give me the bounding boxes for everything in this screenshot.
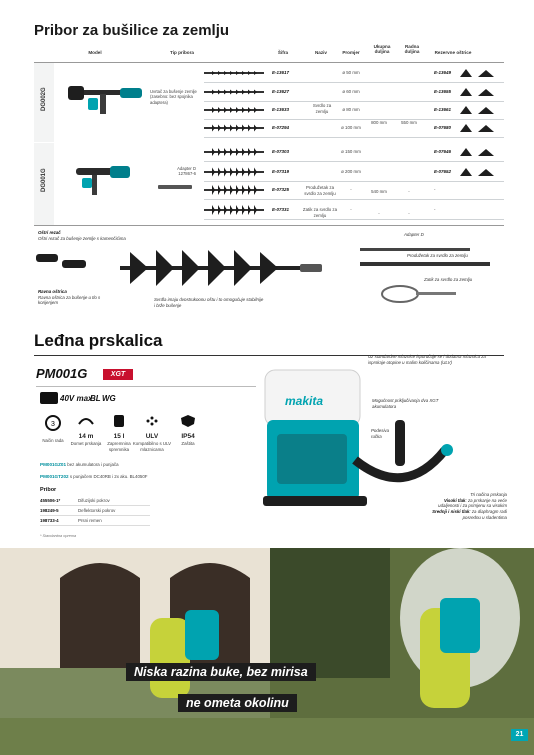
tank-icon [110,414,128,428]
footnote: * Standardna oprema [40,534,77,538]
table-row-divider [204,219,504,220]
auger-bit-image [204,67,266,79]
label-adapter-d: Adapter D [404,232,424,237]
row1-tool-desc: Uvrtač za bušenje zemlje (zasebno: bez spojnika adaptera) [150,89,197,105]
row-spare-blade: E-07680 [434,125,452,130]
accessory-row: 198249-5 Deflektorski pokrov [40,506,150,516]
table-row-divider [204,137,504,138]
usage-photo [0,548,534,755]
xgt-badge: XGT [103,369,133,380]
table-bottom-line [34,225,504,226]
col-name: Naziv [314,50,327,55]
accessories-title: Pribor [40,487,57,493]
earth-auger-dg002g-image [60,78,150,118]
variant-1: PM001GZ01 bez akumulatora i punjača [40,462,119,467]
total-length: 800 mm [371,120,387,125]
row-spare-blade: E-13655 [434,89,452,94]
pin-length: - [378,211,380,216]
logo-bl: BL [90,394,101,403]
accessory-row: 198733-4 Prsni remen [40,516,150,526]
naziv-main: Svrdlo za zemlju [312,103,332,114]
auger-bit-image [204,86,266,98]
auger-bit-image [204,104,266,116]
row-diameter: ø 100 mm [341,125,361,130]
row-spare-blade: E-13661 [434,107,452,112]
auger-bit-image [204,146,266,158]
section-title-earth-auger-accessories: Pribor za bušilice za zemlju [34,22,230,39]
spec-protection: IP54 Zaštita [168,414,208,447]
row-diameter: ø 80 mm [342,107,360,112]
work-length: 550 mm [401,120,417,125]
auger-bit-image [204,184,266,196]
shield-icon [179,414,197,428]
accessory-row: 455506-1* Difuzijski pokrov [40,496,150,506]
callout-battery: Mogućnost priključivanja dva XGT akumulatora [372,398,439,409]
svg-text:3: 3 [51,421,55,428]
range-icon [77,414,95,428]
label-spiral: Svrdla imaju dvostrukoonu oštu i to omogućuje stabilnije i brže bušenje [154,297,264,308]
label-flat-blade: Ravna oštrica Ravna oštrica za bušenje u tlo s korijenjem [38,289,101,306]
table-row-divider [204,101,504,102]
row-diameter: - [350,207,352,212]
spare-blade-image [458,86,498,98]
row-diameter: - [350,187,352,192]
naziv-ext: Produžetak za svrdlo za zemlju [304,185,336,196]
row-code: E-07331 [272,207,290,212]
callout-handle: Podesiva ručka [371,428,390,439]
variant-2: PM001GT202 s punjačem DC40RB i 2x aku. BL4050F [40,474,148,479]
row-spare-blade: E-07646 [434,149,452,154]
earth-auger-dg001g-image [62,160,152,200]
row-code: E-07303 [272,149,290,154]
ext-work-length: - [408,189,410,194]
spare-blade-image [458,166,498,178]
table-header [34,44,504,64]
table-row-divider [204,161,504,162]
page-number: 21 [511,729,528,741]
spare-blade-image [458,104,498,116]
nozzle-icon [143,414,161,428]
logo-wg: WG [102,394,116,403]
battery-logo-icon [40,392,58,404]
row-diameter: ø 50 mm [342,70,360,75]
row-code: E-07294 [272,125,290,130]
logo-40v: 40V max [60,394,93,403]
naziv-pin: Zatik za svrdlo za zemlju [302,207,338,218]
table-row-divider [204,119,504,120]
spec-mode: 3 Način rada [33,414,73,444]
col-spare-blades: Rezervne oštrice [434,50,472,55]
row-code: E-13617 [272,70,290,75]
row-spare-blade: E-07652 [434,169,452,174]
row-code: E-13627 [272,89,290,94]
col-model: Model [88,50,102,55]
row-diameter: ø 150 mm [341,149,361,154]
banner-line2: ne ometa okolinu [178,694,297,712]
spec-ulv: ULV Kompatibilno s ULV mlaznicama [132,414,172,452]
group-label-dg001g: DG001G [34,143,54,225]
row-code: E-07325 [272,187,290,192]
row5-tool-desc: Adapter D 127867-6 [177,166,196,177]
section-title-backpack-sprayer: Leđna prskalica [34,331,163,350]
spare-blade-image [458,146,498,158]
table-row-divider [204,199,504,200]
callout-modes: Tri načina prskanja Visoki tlak: za prskanje na veće udaljenosti i za primjenu sa visokim Srednji i niski tlak: za diaphragm radi posrednu u sladentima [432,492,507,520]
label-pin: Zatik za svrdlo za zemlju [424,277,473,282]
callout-ulv: Uz standardne mlaznice isporučuje se i dodatna mlaznica za isprskaje otopine u malim količinama (ULV) [368,354,486,365]
auger-bit-image [204,204,266,216]
row-spare-blade: - [434,187,436,192]
header-divider [34,62,504,63]
mode-dial-icon [44,414,62,432]
col-code: Šifra [277,50,289,55]
auger-bit-image [204,166,266,178]
model-underline [36,386,256,387]
col-type: Tip pribora [170,50,194,55]
spec-range: 14 m Domet prskanja [66,414,106,447]
row-diameter: ø 200 mm [341,169,361,174]
auger-bit-image [204,122,266,134]
row-code: E-07319 [272,169,290,174]
table-row-divider [204,82,504,83]
spare-blade-image [458,122,498,134]
row-code: E-13633 [272,107,290,112]
col-diameter: Promjer [342,50,360,55]
col-work-length: Radna duljina [404,44,420,54]
group-label-dg002g: DG002G [34,63,54,142]
col-total-length: Ukupna duljina [373,44,391,54]
row-spare-blade: E-13649 [434,70,452,75]
label-sharp-cutter: Oštri rezač Oštri rezač za bušenje zemlje s kamenčićima [38,230,126,241]
label-extension: Produžetak za svrdlo za zemlju [407,253,468,258]
ext-length: 540 mm [371,189,387,194]
table-row-divider [204,181,504,182]
row-spare-blade: - [434,207,436,212]
adapter-d-image [156,183,196,191]
banner-line1: Niska razina buke, bez mirisa [126,663,316,681]
makita-logo: makita [285,394,324,408]
spare-blade-image [458,67,498,79]
pin-work-length: - [408,211,410,216]
row-diameter: ø 60 mm [342,89,360,94]
model-name: PM001G [36,366,88,381]
spec-tank: 15 l Zapremnina spremnika [99,414,139,452]
